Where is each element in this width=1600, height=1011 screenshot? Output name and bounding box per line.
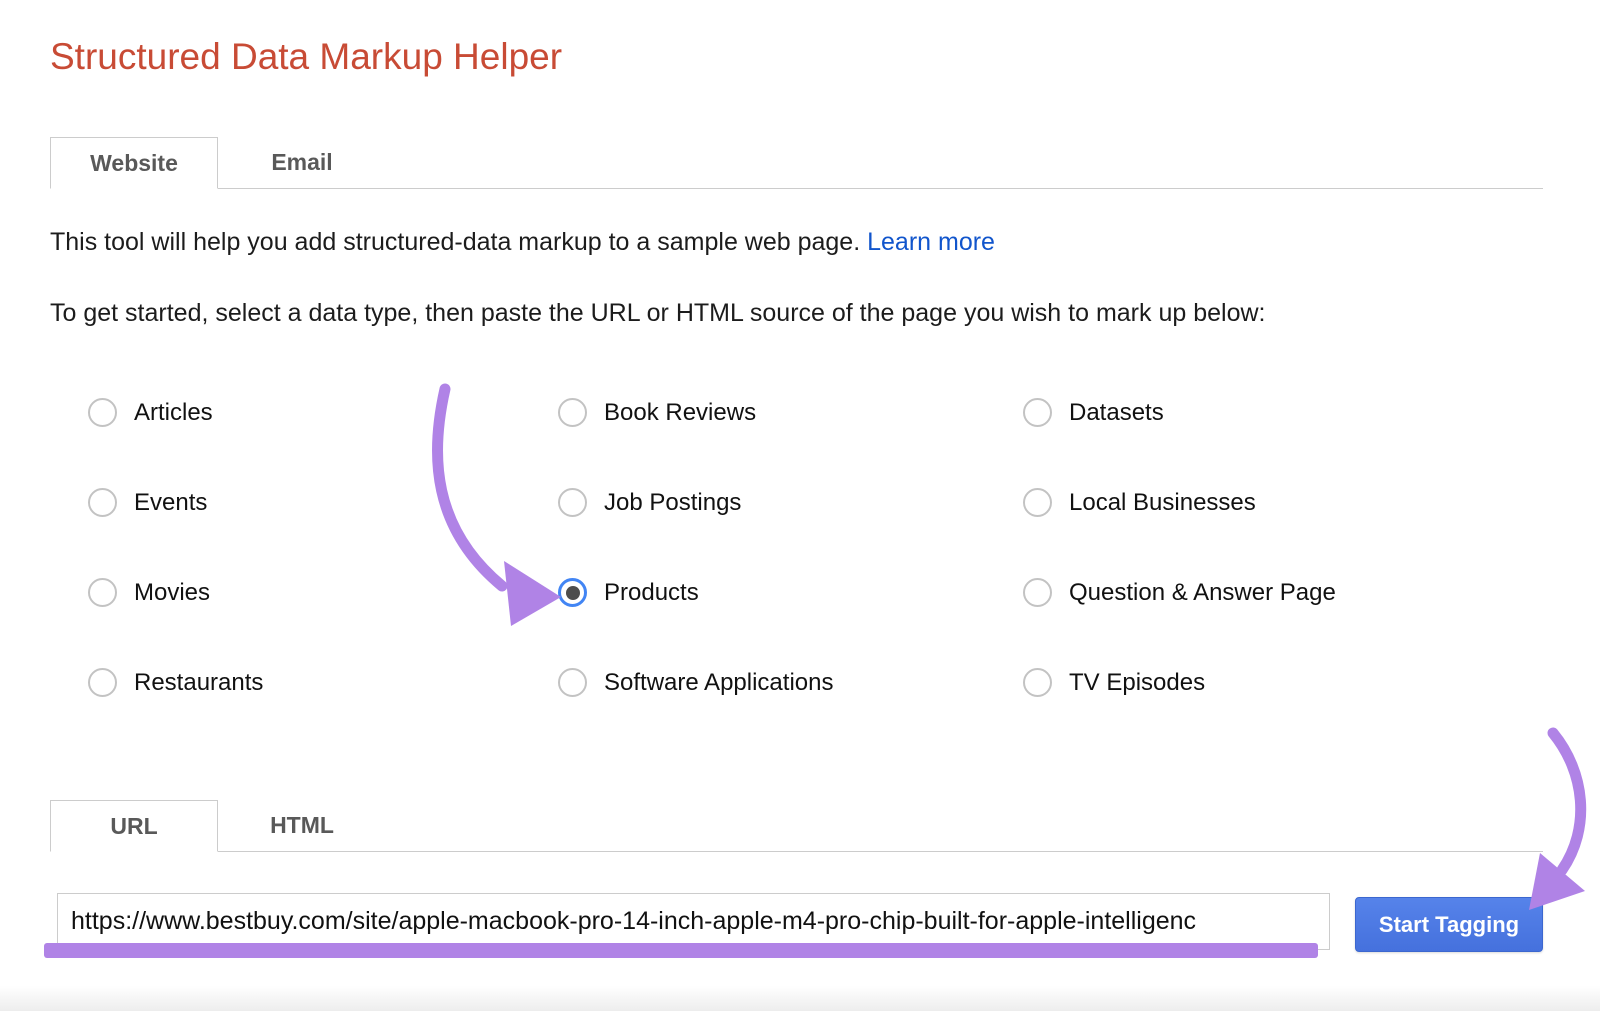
data-type-option-movies[interactable] <box>88 578 558 668</box>
data-type-label-movies: Movies <box>134 579 211 606</box>
data-type-grid <box>88 398 1543 758</box>
data-type-label-question-answer-page: Question & Answer Page <box>1069 579 1336 606</box>
learn-more-link[interactable]: Learn more <box>867 228 995 256</box>
tab-url-label: URL <box>110 812 158 839</box>
tab-html[interactable] <box>218 800 386 851</box>
intro-sentence: This tool will help you add structured-data markup to a sample web page. <box>50 228 861 256</box>
data-type-option-local-businesses[interactable] <box>1023 488 1543 578</box>
radio-movies[interactable] <box>88 578 117 607</box>
tab-email-label: Email <box>271 149 333 175</box>
data-type-label-restaurants: Restaurants <box>134 669 264 696</box>
data-type-label-book-reviews: Book Reviews <box>604 399 757 426</box>
radio-events[interactable] <box>88 488 117 517</box>
site-tab-row <box>50 137 1543 189</box>
source-tab-row <box>50 800 1543 852</box>
radio-job-postings[interactable] <box>558 488 587 517</box>
start-tagging-button[interactable]: Start Tagging <box>1355 897 1543 952</box>
page-title: Structured Data Markup Helper <box>50 36 563 77</box>
data-type-option-job-postings[interactable] <box>558 488 1023 578</box>
data-type-label-products: Products <box>604 579 699 606</box>
radio-products[interactable] <box>558 578 587 607</box>
radio-question-answer-page[interactable] <box>1023 578 1052 607</box>
data-type-option-products[interactable] <box>558 578 1023 668</box>
instructions-text: To get started, select a data type, then paste the URL or HTML source of the page you wish to mark up below: <box>50 299 1266 327</box>
data-type-option-restaurants[interactable] <box>88 668 558 758</box>
radio-articles[interactable] <box>88 398 117 427</box>
data-type-label-datasets: Datasets <box>1069 399 1164 426</box>
tab-url[interactable] <box>50 800 218 852</box>
data-type-label-tv-episodes: TV Episodes <box>1069 669 1206 696</box>
radio-datasets[interactable] <box>1023 398 1052 427</box>
radio-local-businesses[interactable] <box>1023 488 1052 517</box>
url-input[interactable] <box>57 893 1330 950</box>
tab-website-label: Website <box>90 149 178 176</box>
radio-book-reviews[interactable] <box>558 398 587 427</box>
data-type-label-software-applications: Software Applications <box>604 669 834 696</box>
data-type-option-book-reviews[interactable] <box>558 398 1023 488</box>
data-type-option-articles[interactable] <box>88 398 558 488</box>
data-type-option-tv-episodes[interactable] <box>1023 668 1543 758</box>
radio-software-applications[interactable] <box>558 668 587 697</box>
intro-text <box>50 228 995 257</box>
tab-html-label: HTML <box>270 812 334 838</box>
tab-website[interactable] <box>50 137 218 189</box>
data-type-label-events: Events <box>134 489 208 516</box>
data-type-option-question-answer-page[interactable] <box>1023 578 1543 668</box>
data-type-option-datasets[interactable] <box>1023 398 1543 488</box>
data-type-label-articles: Articles <box>134 399 213 426</box>
annotation-underline-url <box>44 943 1318 958</box>
radio-tv-episodes[interactable] <box>1023 668 1052 697</box>
data-type-option-events[interactable] <box>88 488 558 578</box>
tab-email[interactable] <box>218 137 386 188</box>
data-type-label-job-postings: Job Postings <box>604 489 742 516</box>
radio-restaurants[interactable] <box>88 668 117 697</box>
data-type-label-local-businesses: Local Businesses <box>1069 489 1256 516</box>
data-type-option-software-applications[interactable] <box>558 668 1023 758</box>
footer-tint <box>0 986 1600 1011</box>
